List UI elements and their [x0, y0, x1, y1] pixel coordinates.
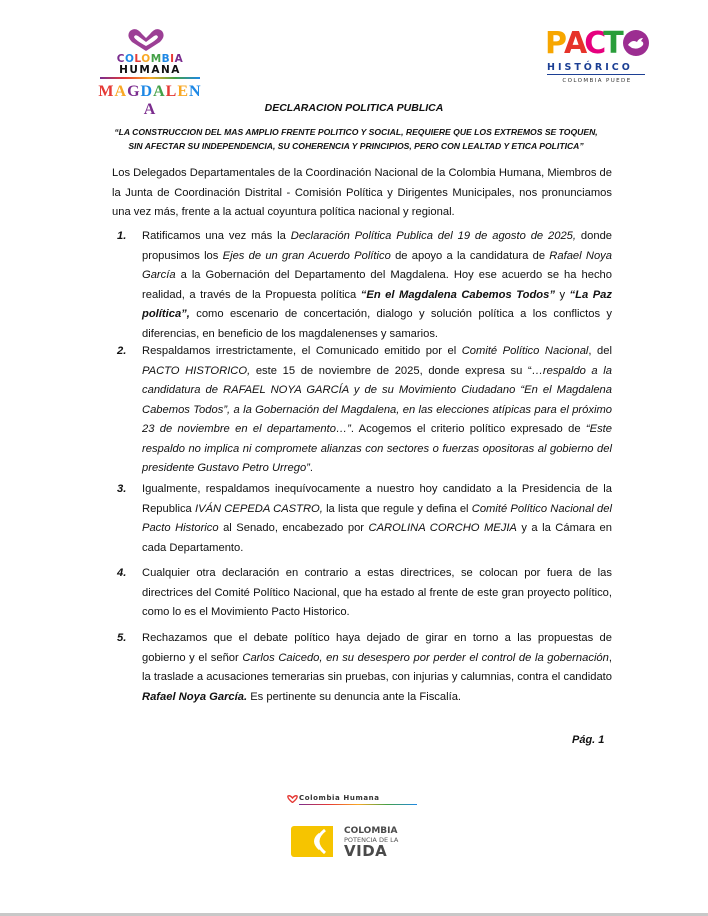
logo-text-historico: HISTÓRICO	[547, 62, 633, 73]
logo-text-colombia: COLOMBIA	[116, 53, 184, 65]
cpv-line-3: VIDA	[344, 842, 388, 860]
dove-icon	[623, 30, 649, 56]
list-item-number: 2.	[117, 345, 127, 357]
list-item	[112, 564, 612, 623]
list-item	[112, 227, 612, 344]
list-item-number: 3.	[117, 483, 127, 495]
list-item-text: Igualmente, respaldamos inequívocamente a nuestro hoy candidato a la Presidencia de la Republica IVÁN CEPEDA CASTRO, la lista que regule y defina el Comité Político Nacional del Pacto Historico al Senado, encabezado por CAROLINA CORCHO MEJIA y a la Cámara en cada Departamento.	[142, 483, 613, 554]
footer-logo-bar	[299, 804, 417, 805]
cpv-line-2: POTENCIA DE LA	[344, 836, 399, 844]
list-item-text: Respaldamos irrestrictamente, el Comunicado emitido por el Comité Político Nacional, del PACTO HISTORICO, este 15 de noviembre de 2025, donde expresa su “…respaldo a la candidatura de RAFAEL NOYA GARCÍA y de su Movimiento Ciudadano “En el Magdalena Cabemos Todos”, a la Gobernación del Magdalena, en las elecciones atípicas para el próximo 23 de noviembre en el departamento…”. Acogemos el criterio político expresado de “Este respaldo no implica ni compromete alianzas con sectores o fuerzas opositoras al gobierno del presidente Gustavo Petro Urrego”.	[142, 345, 612, 474]
footer-logo-text: Colombia Humana	[299, 794, 380, 802]
list-item	[112, 629, 612, 707]
list-item	[112, 342, 612, 479]
logo-text-colombia-puede: COLOMBIA PUEDE	[562, 78, 632, 84]
footer-colombia-potencia-vida-logo	[291, 826, 421, 858]
list-item-text: Ratificamos una vez más la Declaración Política Publica del 19 de agosto de 2025, donde propusimos los Ejes de un gran Acuerdo Político de apoyo a la candidatura de Rafael Noya García a la Gobernación del Departamento del Magdalena. Hoy ese acuerdo se ha hecho realidad, a través de la Propuesta política “En el Magdalena Cabemos Todos” y “La Paz política”, como escenario de concertación, dialogo y solución política a los conflictos y diferencias, en beneficio de los magdalenenses y samarios.	[142, 230, 613, 340]
cpv-line-1: COLOMBIA	[344, 826, 398, 836]
list-item-text: Rechazamos que el debate político haya dejado de girar en torno a las propuestas de gobierno y el señor Carlos Caicedo, en su desespero por perder el control de la gobernación, la traslade a acusaciones temerarias sin pruebas, con injurias y calumnias, contra el candidato Rafael Noya García. Es pertinente su denuncia ante la Fiscalía.	[142, 632, 612, 703]
list-item	[112, 480, 612, 558]
logo-divider	[547, 74, 645, 75]
list-item-number: 5.	[117, 632, 127, 644]
region-label: MAGDALENA	[98, 83, 202, 118]
motto-quote: “LA CONSTRUCCION DEL MAS AMPLIO FRENTE POLITICO Y SOCIAL, REQUIERE QUE LOS EXTREMOS SE TOQUEN, SIN AFECTAR SU INDEPENDENCIA, SU COHERENCIA Y PRINCIPIOS, PERO CON LEALTAD Y ETICA POLITICA”	[114, 127, 598, 151]
logo-text-pacto: PACT	[545, 26, 621, 61]
list-item-text: Cualquier otra declaración en contrario a estas directrices, se colocan por fuera de las directrices del Comité Político Nacional, que ha estado al frente de este gran proyecto político, como lo es el Movimiento Pacto Historico.	[142, 567, 612, 618]
page-title: DECLARACION POLITICA PUBLICA	[264, 102, 444, 114]
list-item-number: 1.	[117, 230, 127, 242]
logo-text-humana: HUMANA	[119, 64, 181, 76]
heart-icon	[287, 795, 298, 803]
logo-color-bar	[100, 77, 200, 79]
intro-paragraph: Los Delegados Departamentales de la Coordinación Nacional de la Colombia Humana, Miembros de la Junta de Coordinación Distrital - Comisión Política y Dirigentes Municipales, nos pronunciamos una vez más, frente a la actual coyuntura política nacional y regional.	[112, 167, 612, 218]
page-number: Pág. 1	[572, 734, 605, 746]
list-item-number: 4.	[117, 567, 127, 579]
pacto-historico-logo	[545, 28, 647, 88]
signal-icon	[291, 826, 333, 857]
heart-icon	[126, 28, 166, 52]
footer-colombia-humana-logo	[287, 794, 419, 808]
